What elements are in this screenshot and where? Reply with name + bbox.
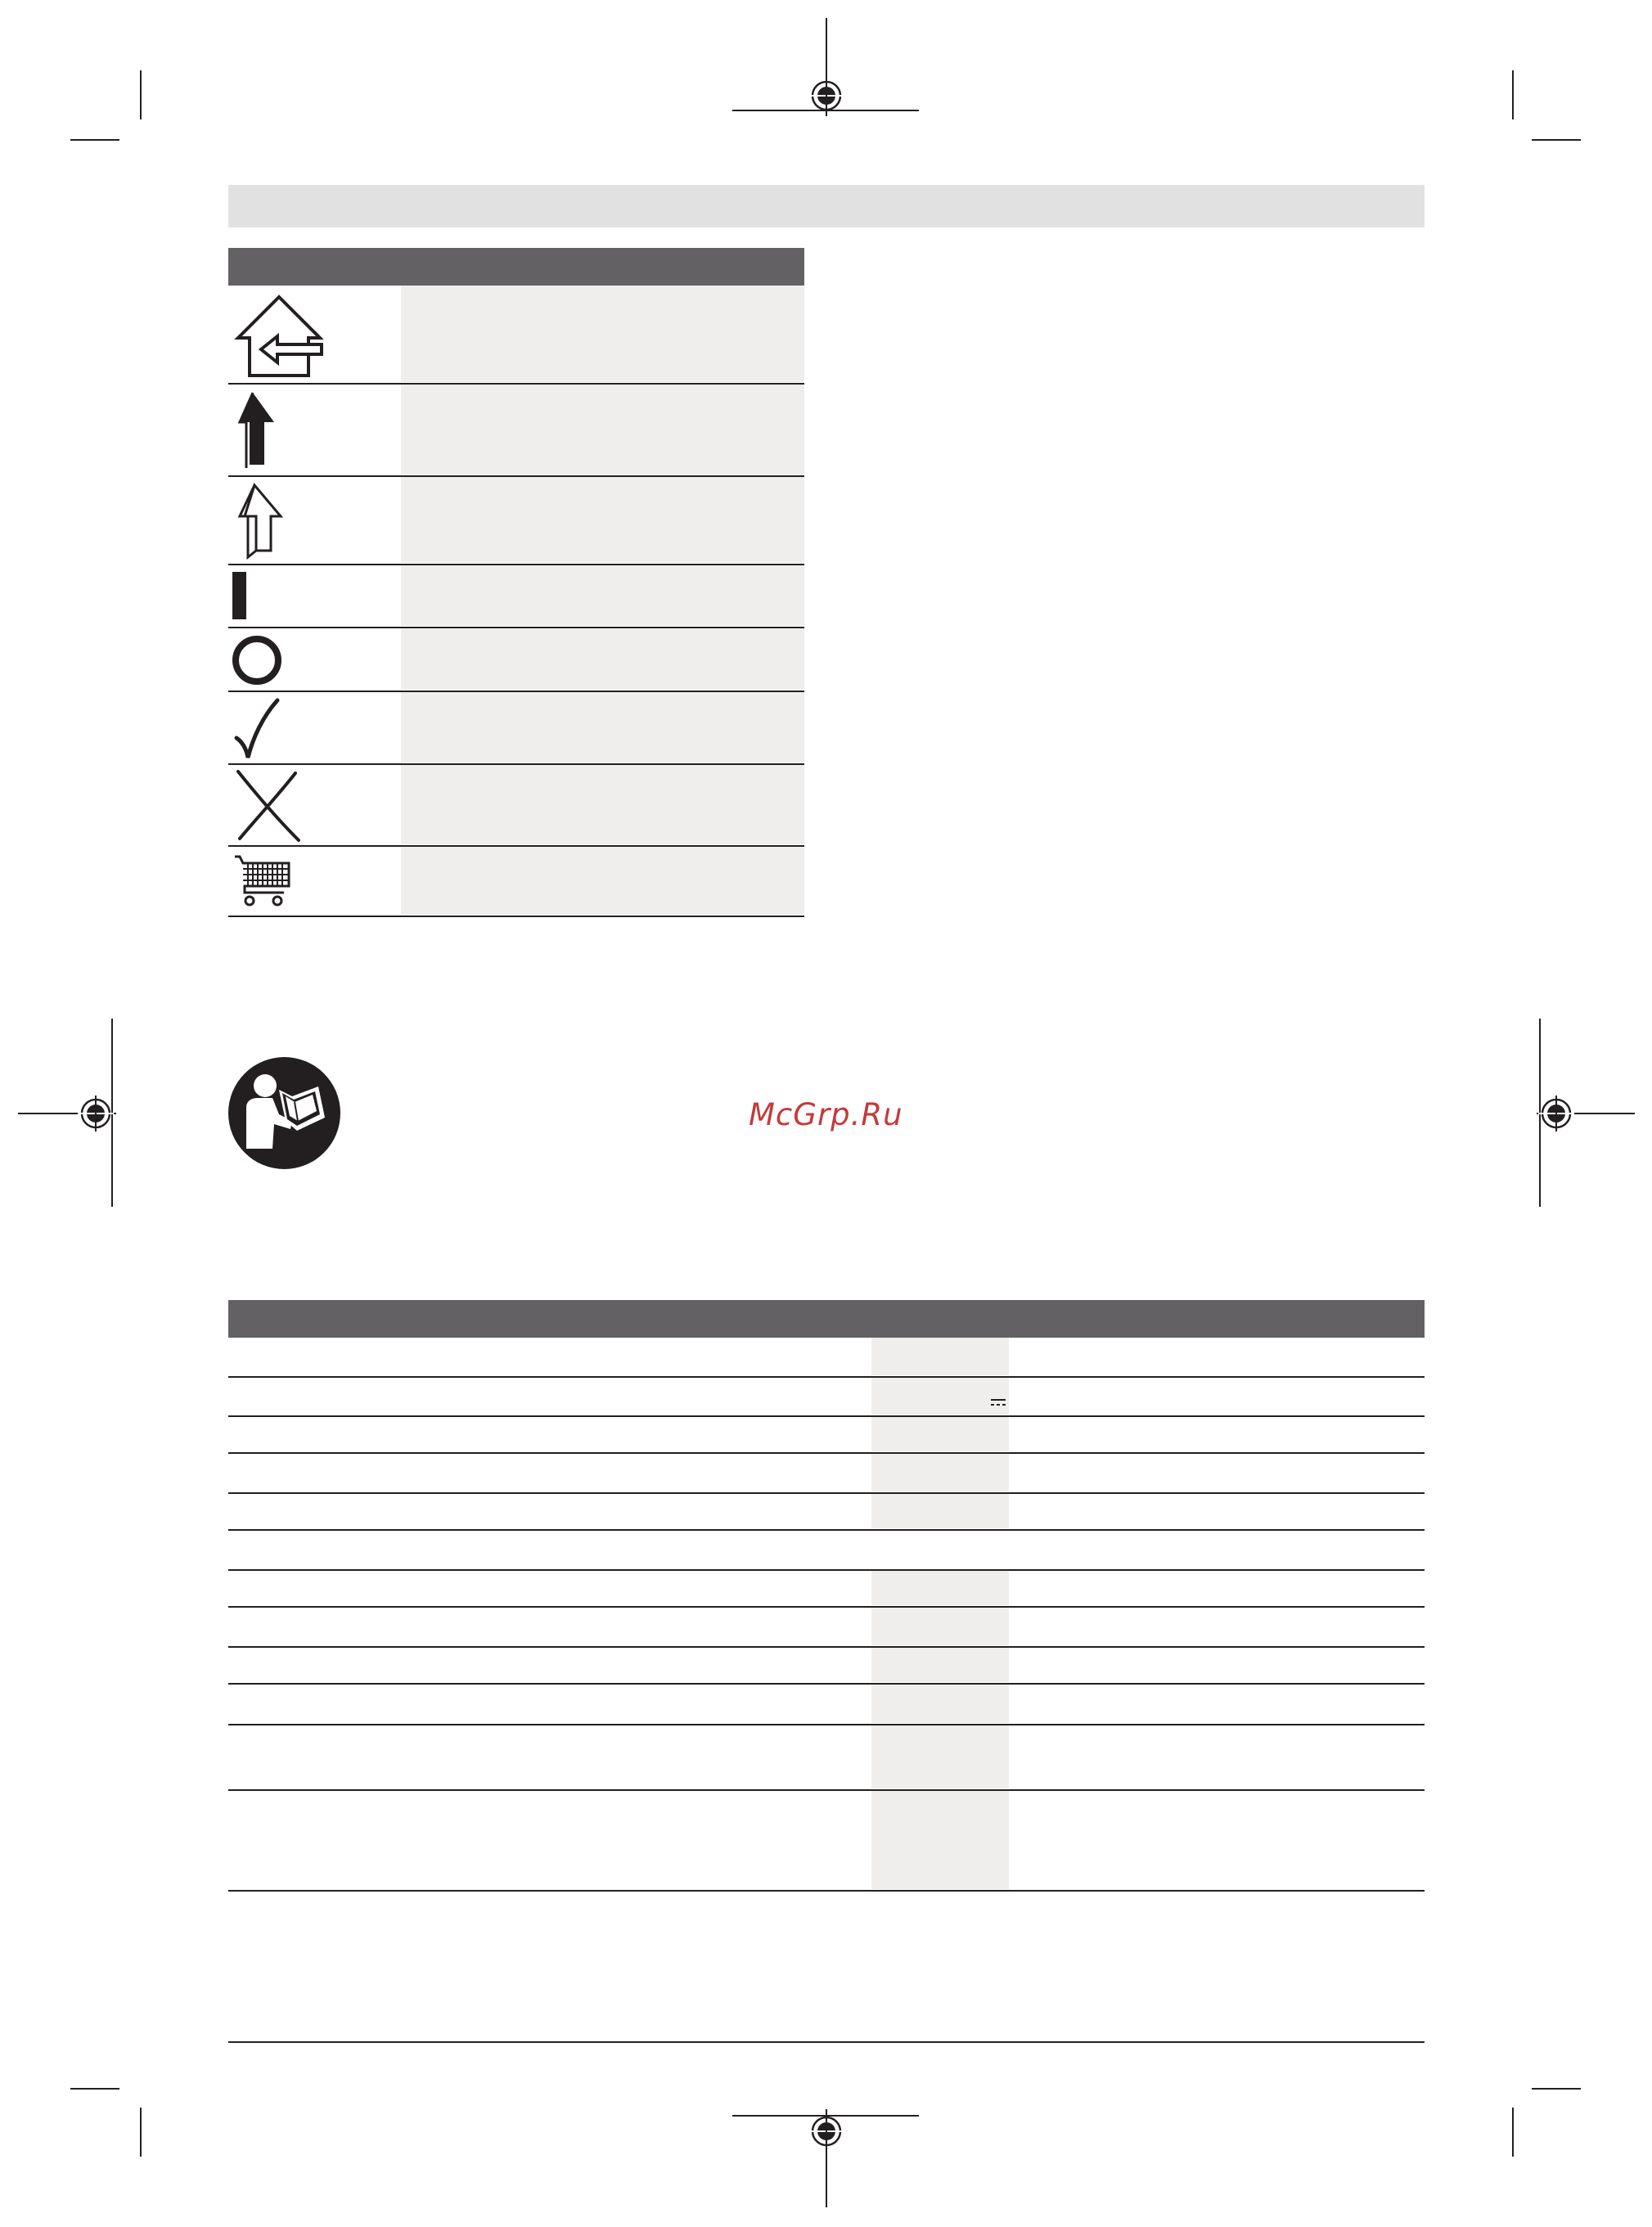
- table-row: [228, 1608, 1425, 1648]
- technical-table-header: [228, 1300, 1425, 1338]
- unit-cell: [871, 1417, 1009, 1451]
- crop-mark: [70, 2088, 119, 2090]
- symbol-text-cell: [401, 385, 804, 475]
- symbol-text-cell: [401, 286, 804, 382]
- symbol-row: [228, 477, 804, 565]
- symbol-icon-cell: [228, 565, 400, 627]
- unit-cell: [871, 1494, 1009, 1528]
- symbol-text-cell: [401, 628, 804, 690]
- checkmark-icon: [232, 697, 289, 763]
- symbol-text-cell: [401, 565, 804, 626]
- registration-mark-icon: [78, 1096, 114, 1131]
- symbol-text-cell: [401, 477, 804, 563]
- unit-cell: [871, 1608, 1009, 1645]
- crop-mark: [1512, 70, 1514, 119]
- symbol-row: [228, 286, 804, 385]
- crop-mark: [140, 70, 142, 119]
- unit-cell: [871, 1338, 1009, 1375]
- crop-mark: [1512, 2108, 1514, 2157]
- crop-mark: [1532, 139, 1581, 141]
- symbol-icon-cell: [228, 286, 400, 383]
- unit-cell: [871, 1378, 1009, 1415]
- registration-mark-icon: [1538, 1096, 1574, 1131]
- outline-up-arrow-icon: [233, 480, 290, 562]
- off-circle-icon: [230, 632, 287, 689]
- symbol-row: [228, 692, 804, 765]
- filled-up-arrow-icon: [233, 389, 290, 471]
- crop-mark: [70, 139, 119, 141]
- table-row: [228, 1378, 1425, 1417]
- on-bar-icon: [232, 572, 246, 619]
- dc-current-icon: [991, 1397, 1006, 1407]
- symbol-row: [228, 385, 804, 477]
- symbol-text-cell: [401, 692, 804, 763]
- registration-mark-icon: [808, 78, 844, 114]
- unit-cell: [871, 1571, 1009, 1605]
- read-manual-icon: [228, 1057, 340, 1169]
- crop-mark: [140, 2108, 142, 2157]
- unit-cell: [871, 1791, 1009, 1889]
- table-row: [228, 1791, 1425, 1892]
- table-row: [228, 1725, 1425, 1791]
- unit-cell: [871, 1648, 1009, 1682]
- symbol-icon-cell: [228, 477, 400, 564]
- symbol-text-cell: [401, 847, 804, 915]
- symbol-icon-cell: [228, 385, 400, 475]
- symbol-row: [228, 628, 804, 692]
- shopping-cart-icon: [232, 853, 297, 911]
- table-row: [228, 1338, 1425, 1378]
- table-row: [228, 1648, 1425, 1685]
- footer-rule: [228, 2041, 1425, 2043]
- symbol-icon-cell: [228, 847, 400, 916]
- symbols-table-header: [228, 248, 804, 286]
- symbol-text-cell: [401, 765, 804, 844]
- cross-icon: [233, 767, 307, 844]
- unit-cell: [871, 1454, 1009, 1491]
- table-row: [228, 1494, 1425, 1531]
- unit-cell: [871, 1725, 1009, 1788]
- symbol-icon-cell: [228, 692, 400, 763]
- unit-cell: [871, 1685, 1009, 1723]
- symbol-row: [228, 847, 804, 917]
- table-row: [228, 1571, 1425, 1608]
- watermark: McGrp.Ru: [749, 1097, 903, 1132]
- symbol-row: [228, 765, 804, 847]
- table-row: [228, 1454, 1425, 1494]
- registration-mark-icon: [808, 2113, 844, 2149]
- table-row: [228, 1685, 1425, 1725]
- symbol-icon-cell: [228, 628, 400, 691]
- table-row: [228, 1417, 1425, 1454]
- symbol-icon-cell: [228, 765, 400, 845]
- symbol-row: [228, 565, 804, 628]
- page-header-band: [228, 185, 1425, 227]
- crop-mark: [1532, 2088, 1581, 2090]
- table-row: [228, 1531, 1425, 1571]
- house-arrow-icon: [232, 290, 330, 380]
